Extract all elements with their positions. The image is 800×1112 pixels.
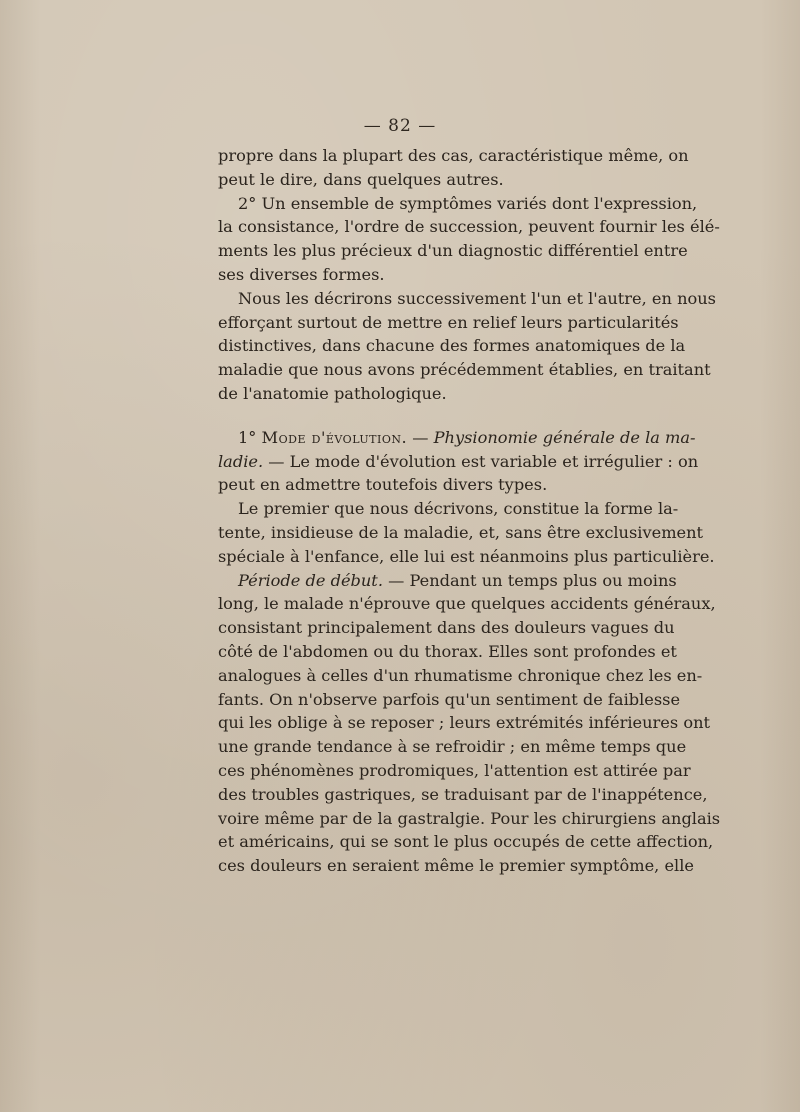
text-line: spéciale à l'enfance, elle lui est néanmoins plus particulière. (218, 546, 715, 566)
text-line: des troubles gastriques, se traduisant par de l'inappétence, (218, 784, 708, 804)
text-line: peut le dire, dans quelques autres. (218, 169, 504, 189)
text-line: la consistance, l'ordre de succession, peuvent fournir les élé- (218, 217, 720, 237)
text-line: tente, insidieuse de la maladie, et, sans être exclusivement (218, 522, 704, 542)
text-line: ments les plus précieux d'un diagnostic différentiel entre (218, 241, 688, 261)
dash: — (407, 427, 434, 447)
text-line: ses diverses formes. (218, 264, 385, 284)
text-line: côté de l'abdomen ou du thorax. Elles sont profondes et (218, 641, 677, 661)
page-number: — 82 — (363, 116, 437, 136)
body-text (218, 144, 721, 878)
text-line: efforçant surtout de mettre en relief leurs particularités (218, 312, 679, 332)
text-line: distinctives, dans chacune des formes anatomiques de la (218, 336, 686, 356)
text-line: propre dans la plupart des cas, caractéristique même, on (218, 146, 689, 165)
text-line: et américains, qui se sont le plus occupés de cette affection, (218, 832, 714, 852)
text-line (218, 569, 677, 593)
section-heading-line (218, 426, 696, 450)
section-subtitle-end: ladie. (218, 451, 264, 471)
section-gap (218, 406, 652, 426)
text-line: de l'anatomie pathologique. (218, 383, 447, 403)
text-line: Le premier que nous décrivons, constitue la forme la- (238, 499, 679, 519)
section-title: Mode d'évolution. (261, 427, 408, 447)
text-line: une grande tendance à se refroidir ; en même temps que (218, 737, 687, 757)
text-fragment: — Le mode d'évolution est variable et irrégulier : on (263, 451, 699, 471)
subsection-title: Période de début. (238, 570, 383, 590)
text-line (218, 450, 699, 474)
section-number: 1° (238, 427, 262, 447)
text-line: 2° Un ensemble de symptômes variés dont l'expression, (238, 193, 698, 213)
text-line: ces phénomènes prodromiques, l'attention est attirée par (218, 760, 691, 780)
text-line: peut en admettre toutefois divers types. (218, 475, 548, 495)
text-line: long, le malade n'éprouve que quelques accidents généraux, (218, 594, 716, 614)
text-fragment: — Pendant un temps plus ou moins (382, 570, 677, 590)
text-line: qui les oblige à se reposer ; leurs extrémités inférieures ont (218, 713, 711, 733)
text-line: fants. On n'observe parfois qu'un sentiment de faiblesse (218, 689, 681, 709)
text-line: maladie que nous avons précédemment établies, en traitant (218, 360, 711, 380)
text-line: ces douleurs en seraient même le premier symptôme, elle (218, 856, 694, 876)
text-line: consistant principalement dans des douleurs vagues du (218, 618, 675, 638)
text-line: Nous les décrirons successivement l'un et l'autre, en nous (238, 288, 716, 308)
text-line: voire même par de la gastralgie. Pour les chirurgiens anglais (218, 808, 721, 828)
text-line: analogues à celles d'un rhumatisme chronique chez les en- (218, 665, 703, 685)
section-subtitle: Physionomie générale de la ma- (433, 427, 696, 447)
